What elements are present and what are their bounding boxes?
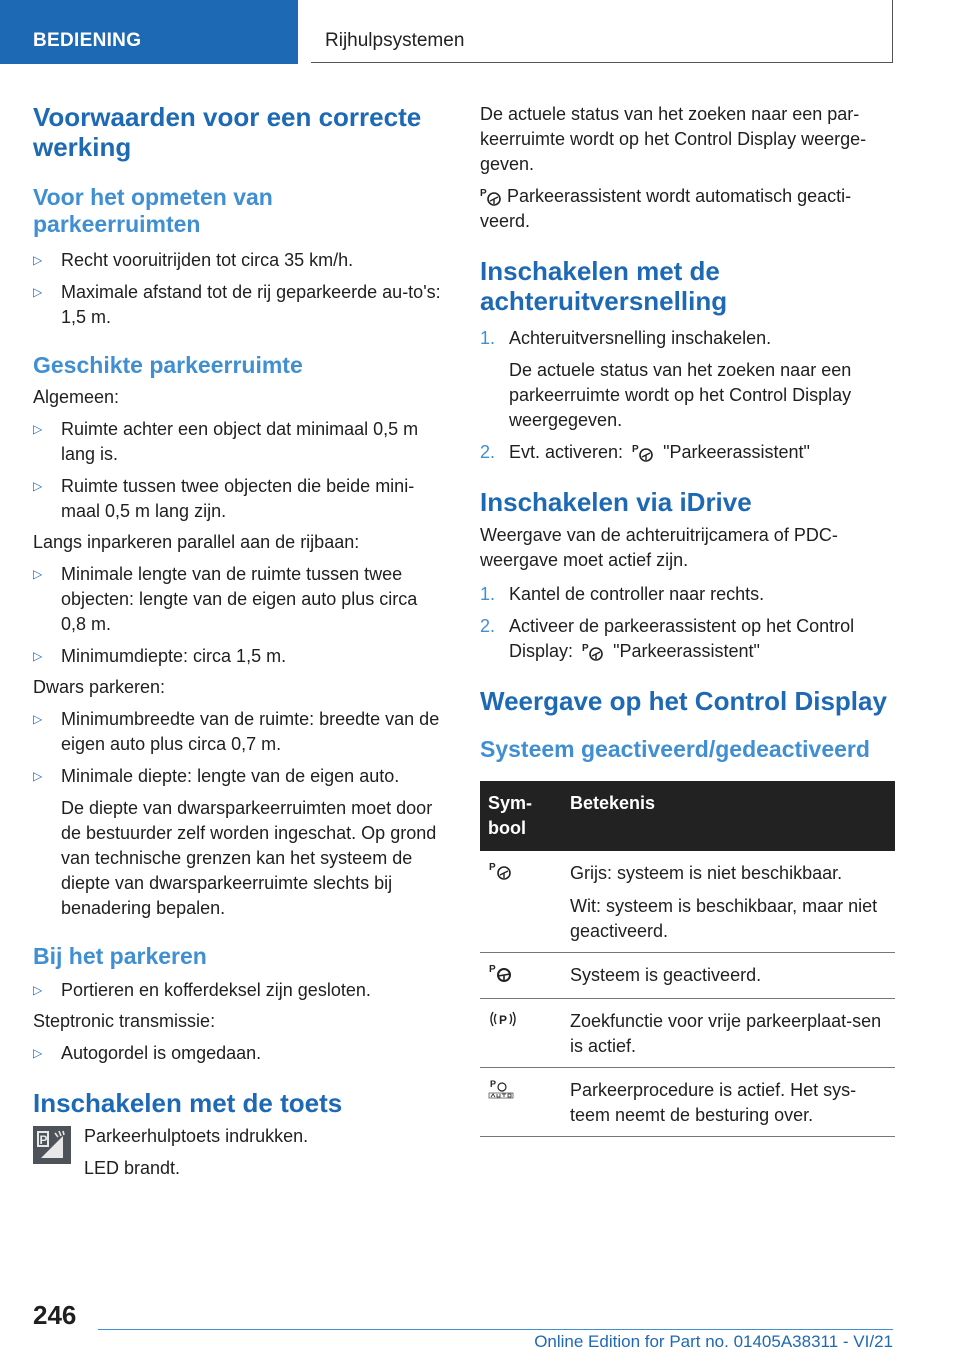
bullet-triangle-icon: ▷ — [33, 1046, 43, 1060]
svg-text:P: P — [39, 1133, 48, 1147]
bullet-triangle-icon: ▷ — [33, 769, 43, 783]
list-item: ▷ Minimale diepte: lengte van de eigen auto. — [33, 764, 443, 789]
list-item: 1. Achteruitversnelling inschakelen. — [480, 328, 772, 348]
table-row: P Grijs: systeem is niet beschikbaar. Wit: systeem is beschikbaar, maar niet geactiveerd. — [480, 851, 895, 953]
page-number: 246 — [33, 1300, 77, 1330]
reverse-step-note: De actuele status van het zoeken naar een parkeerruimte wordt op het Control Display weergegeven. — [509, 360, 852, 430]
heading-idrive: Inschakelen via iDrive — [480, 487, 752, 517]
status-intro: De actuele status van het zoeken naar een par-keerruimte wordt op het Control Display weerge-geven. — [480, 104, 867, 174]
parking-assistant-icon — [632, 443, 654, 463]
heading-conditions: Voorwaarden voor een correcte werking — [33, 102, 422, 162]
svg-text:P: P — [490, 1079, 497, 1089]
heading-suitable-space: Geschikte parkeerruimte — [33, 352, 303, 378]
svg-text:P: P — [499, 1013, 508, 1027]
bullet-triangle-icon: ▷ — [33, 253, 43, 267]
parking-auto-icon — [488, 1078, 514, 1100]
parking-button-icon — [33, 1126, 71, 1164]
bullet-triangle-icon: ▷ — [33, 422, 43, 436]
header-chapter-label: Rijhulpsystemen — [325, 30, 465, 51]
list-item: ▷ Minimale lengte van de ruimte tussen twee objecten: lengte van de eigen auto plus circa 0,8 m. — [33, 564, 418, 634]
list-item: ▷ Minimumbreedte van de ruimte: breedte van de eigen auto plus circa 0,7 m. — [33, 709, 440, 754]
bullet-triangle-icon: ▷ — [33, 712, 43, 726]
list-item: ▷ Autogordel is omgedaan. — [33, 1041, 443, 1066]
heading-button: Inschakelen met de toets — [33, 1088, 343, 1118]
parking-assistant-active-icon — [488, 963, 514, 983]
cross-label: Dwars parkeren: — [33, 677, 166, 697]
list-item: ▷ Recht vooruitrijden tot circa 35 km/h. — [33, 248, 443, 273]
list-item: ▷ Ruimte tussen twee objecten die beide mini-maal 0,5 m lang zijn. — [33, 476, 415, 521]
list-item: 1. Kantel de controller naar rechts. — [480, 584, 765, 604]
general-label: Algemeen: — [33, 387, 120, 407]
svg-text:P: P — [632, 444, 639, 456]
parallel-label: Langs inparkeren parallel aan de rijbaan: — [33, 532, 360, 552]
heading-reverse: Inschakelen met de achteruitversnelling — [480, 256, 728, 316]
button-line-1: Parkeerhulptoets indrukken. — [84, 1126, 309, 1146]
footer-edition: Online Edition for Part no. 01405A38311 - VI/21 — [534, 1332, 893, 1351]
idrive-intro: Weergave van de achteruitrijcamera of PDC-weergave moet actief zijn. — [480, 525, 838, 570]
parking-assistant-icon — [480, 187, 502, 207]
header-section-label: BEDIENING — [33, 30, 142, 51]
list-item: 2. Evt. activeren: P "Parkeerassistent" — [480, 442, 810, 462]
bullet-triangle-icon: ▷ — [33, 983, 43, 997]
heading-display: Weergave op het Control Display — [480, 686, 887, 716]
left-column — [33, 102, 443, 1181]
cross-note: De diepte van dwarsparkeerruimten moet door de bestuurder zelf worden ingeschat. Op grond van technische grenzen kan het systeem de diepte van dwarsparkeerruimte slechts bij benadering bepalen. — [61, 798, 437, 918]
button-instruction — [33, 1124, 443, 1181]
symbol-table — [480, 781, 895, 1137]
table-header-row — [480, 781, 895, 851]
steptronic-label: Steptronic transmissie: — [33, 1011, 216, 1031]
parking-assistant-icon — [488, 861, 514, 881]
header-section-tab — [0, 0, 298, 64]
column-header-symbol: Sym-bool — [480, 781, 562, 851]
svg-text:P: P — [489, 964, 496, 975]
table-row: P Systeem is geactiveerd. — [480, 953, 895, 999]
list-item: ▷ Ruimte achter een object dat minimaal 0,5 m lang is. — [33, 419, 419, 464]
header-chapter-tab — [311, 0, 893, 63]
svg-text:P: P — [489, 862, 496, 873]
heading-system-status: Systeem geactiveerd/gedeactiveerd — [480, 736, 870, 762]
bullet-triangle-icon: ▷ — [33, 285, 43, 299]
parking-assistant-icon — [582, 642, 604, 662]
column-header-meaning: Betekenis — [562, 781, 895, 851]
svg-text:P: P — [582, 643, 589, 655]
parking-search-icon — [488, 1009, 518, 1029]
heading-measure: Voor het opmeten van parkeerruimten — [33, 184, 273, 237]
table-row: P Zoekfunctie voor vrije parkeerplaat-sen is actief. — [480, 999, 895, 1068]
bullet-triangle-icon: ▷ — [33, 479, 43, 493]
bullet-triangle-icon: ▷ — [33, 567, 43, 581]
bullet-triangle-icon: ▷ — [33, 649, 43, 663]
heading-parking: Bij het parkeren — [33, 943, 207, 969]
svg-text:P: P — [480, 188, 487, 200]
list-item: ▷ Minimumdiepte: circa 1,5 m. — [33, 644, 443, 669]
list-item: ▷ Portieren en kofferdeksel zijn gesloten. — [33, 978, 443, 1003]
footer-divider — [98, 1329, 893, 1330]
button-line-2: LED brandt. — [84, 1158, 181, 1178]
table-row: P Parkeerprocedure is actief. Het sys-teem neemt de besturing over. — [480, 1068, 895, 1137]
list-item: ▷ Maximale afstand tot de rij geparkeerde au-to's: 1,5 m. — [33, 282, 441, 327]
list-item: 2. Activeer de parkeerassistent op het Control Display: P "Parkeerassistent" — [480, 616, 855, 661]
auto-activation-text: P Parkeerassistent wordt automatisch geacti-veerd. — [480, 186, 852, 231]
right-column — [480, 102, 895, 1137]
